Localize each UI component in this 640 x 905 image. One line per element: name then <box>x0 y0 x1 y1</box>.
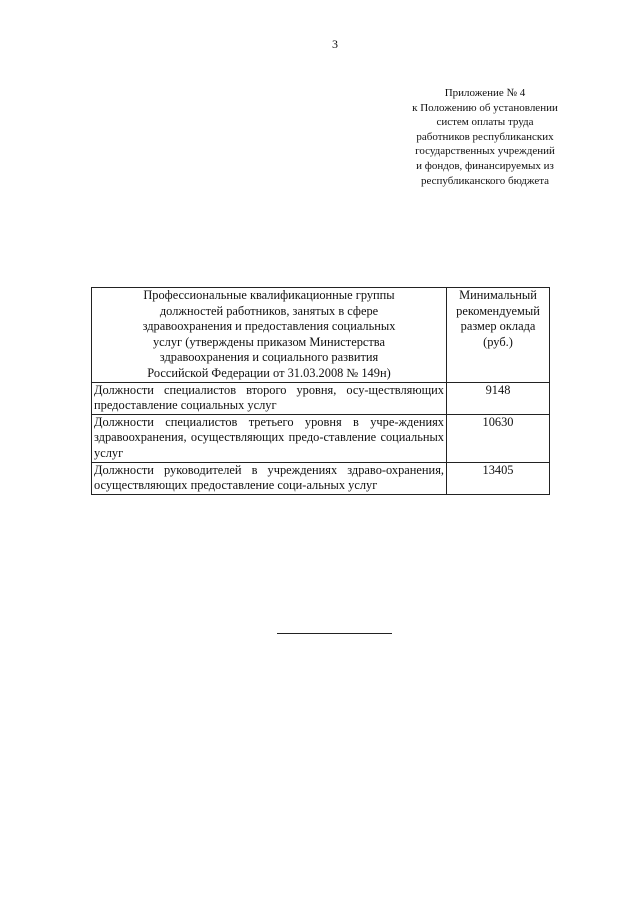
salary-cell: 13405 <box>447 462 550 494</box>
appendix-line: и фондов, финансируемых из <box>416 159 554 172</box>
separator-line <box>277 633 392 634</box>
appendix-line: к Положению об установлении <box>412 101 558 114</box>
table-row <box>92 414 550 462</box>
appendix-line: республиканского бюджета <box>420 174 550 187</box>
salary-cell: 9148 <box>447 382 550 414</box>
header-salary-cell: Минимальный рекомендуемый размер оклада (руб.) <box>447 288 550 383</box>
salary-table <box>91 287 550 495</box>
salary-cell: 10630 <box>447 414 550 462</box>
group-cell: Должности руководителей в учреждениях здраво-охранения, осуществляющих предоставление соци-альных услуг <box>92 462 447 494</box>
group-cell: Должности специалистов третьего уровня в учре-ждениях здравоохранения, осуществляющих предо-ставление социальных услуг <box>92 414 447 462</box>
table-row <box>92 382 550 414</box>
header-group-cell: Профессиональные квалификационные группы должностей работников, занятых в сфере здравоохранения и предоставления социальных услуг (утверждены приказом Министерства здравоохранения и социального развития Российской Федерации от 31.03.2008 № 149н) <box>92 288 447 383</box>
appendix-line: Приложение № 4 <box>444 87 526 99</box>
appendix-line: систем оплаты труда <box>436 116 534 129</box>
table-row <box>92 462 550 494</box>
appendix-line: государственных учреждений <box>415 145 555 158</box>
group-cell: Должности специалистов второго уровня, осу-ществляющих предоставление социальных услуг <box>92 382 447 414</box>
appendix-line: работников республиканских <box>416 130 554 143</box>
table-header-row <box>92 288 550 383</box>
page-number: 3 <box>332 37 338 51</box>
appendix-heading <box>380 86 590 188</box>
